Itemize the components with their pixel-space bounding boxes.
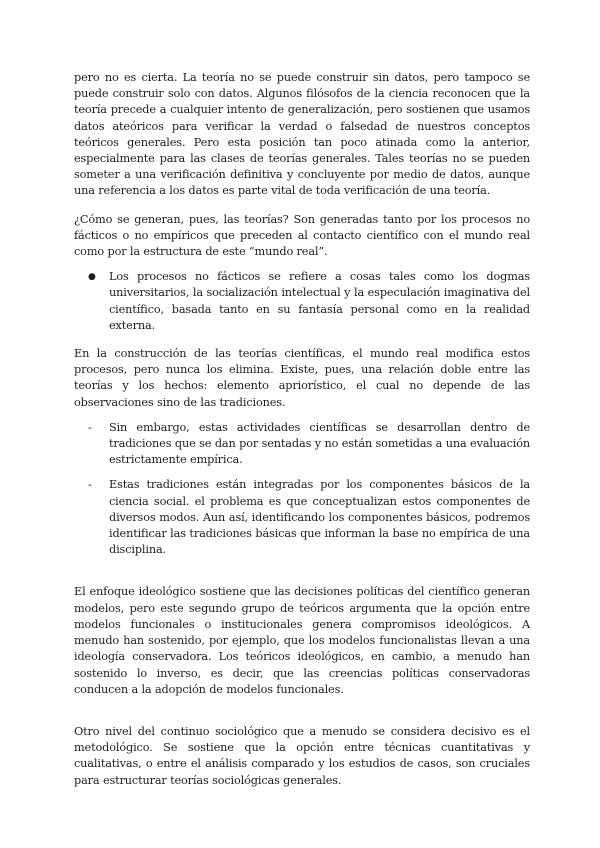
paragraph-construction-theories: En la construcción de las teorías científicas, el mundo real modifica estos procesos, pero nunca los elimina. Existe, pues, una relación doble entre las teorías y los hechos: elemento apriorístico, el cual no depende de las observaciones sino de las tradiciones. bbox=[74, 347, 530, 409]
list-item-text: Sin embargo, estas actividades científicas se desarrollan dentro de tradiciones que se dan por sentadas y no están sometidas a una evaluación estrictamente empírica. bbox=[109, 420, 530, 467]
paragraph-methodological-level: Otro nivel del continuo sociológico que a menudo se considera decisivo es el metodológico. Se sostiene que la opción entre técnicas cuantitativas y cualitativas, o entre el análisis comparado y los estudios de casos, son cruciales para estructurar teorías sociológicas generales. bbox=[74, 724, 530, 787]
paragraph-ideological-approach: El enfoque ideológico sostiene que las decisiones políticas del científico generan modelos, pero este segundo grupo de teóricos argumenta que la opción entre modelos funcionales o institucionales genera compromisos ideológicos. A menudo han sostenido, por ejemplo, que los modelos funcionalistas llevan a una ideología conservadora. Los teóricos ideológicos, en cambio, a menudo han sostenido lo inverso, es decir, que las creencias políticas conservadoras conducen a la adopción de modelos funcionales. bbox=[74, 585, 530, 696]
list-item-text: Los procesos no fácticos se refiere a cosas tales como los dogmas universitarios, la socialización intelectual y la especulación imaginativa del científico, basada tanto en su fantasía personal como en la realidad externa. bbox=[109, 270, 530, 332]
paragraph-how-theories-generated: ¿Cómo se generan, pues, las teorías? Son generadas tanto por los procesos no fácticos o no empíricos que preceden al contacto científico con el mundo real como por la estructura de este “mundo real”. bbox=[74, 212, 530, 259]
list-item bbox=[74, 269, 530, 334]
list-item-text: Estas tradiciones están integradas por los componentes básicos de la ciencia social. el problema es que conceptualizan estos componentes de diversos modos. Aun así, identificando los componentes básicos, podremos identificar las tradiciones básicas que informan la base no empírica de una disciplina. bbox=[109, 478, 530, 557]
document-body bbox=[74, 70, 530, 789]
list-item bbox=[74, 477, 530, 558]
dash-marker: - bbox=[88, 478, 92, 492]
bullet-list bbox=[74, 269, 530, 334]
dash-marker: - bbox=[88, 420, 92, 434]
list-item bbox=[74, 420, 530, 469]
paragraph-theory-data: pero no es cierta. La teoría no se puede construir sin datos, pero tampoco se puede construir solo con datos. Algunos filósofos de la ciencia reconocen que la teoría precede a cualquier intento de generalización, pero sostienen que usamos datos ateóricos para verificar la verdad o falsedad de nuestros conceptos teóricos generales. Pero esta posición tan poco atinada como la anterior, especialmente para las clases de teorías generales. Tales teorías no se pueden someter a una verificación definitiva y concluyente por medio de datos, aunque una referencia a los datos es parte vital de toda verificación de una teoría. bbox=[74, 71, 530, 198]
dash-list bbox=[74, 420, 530, 559]
bullet-marker: ● bbox=[88, 272, 96, 283]
